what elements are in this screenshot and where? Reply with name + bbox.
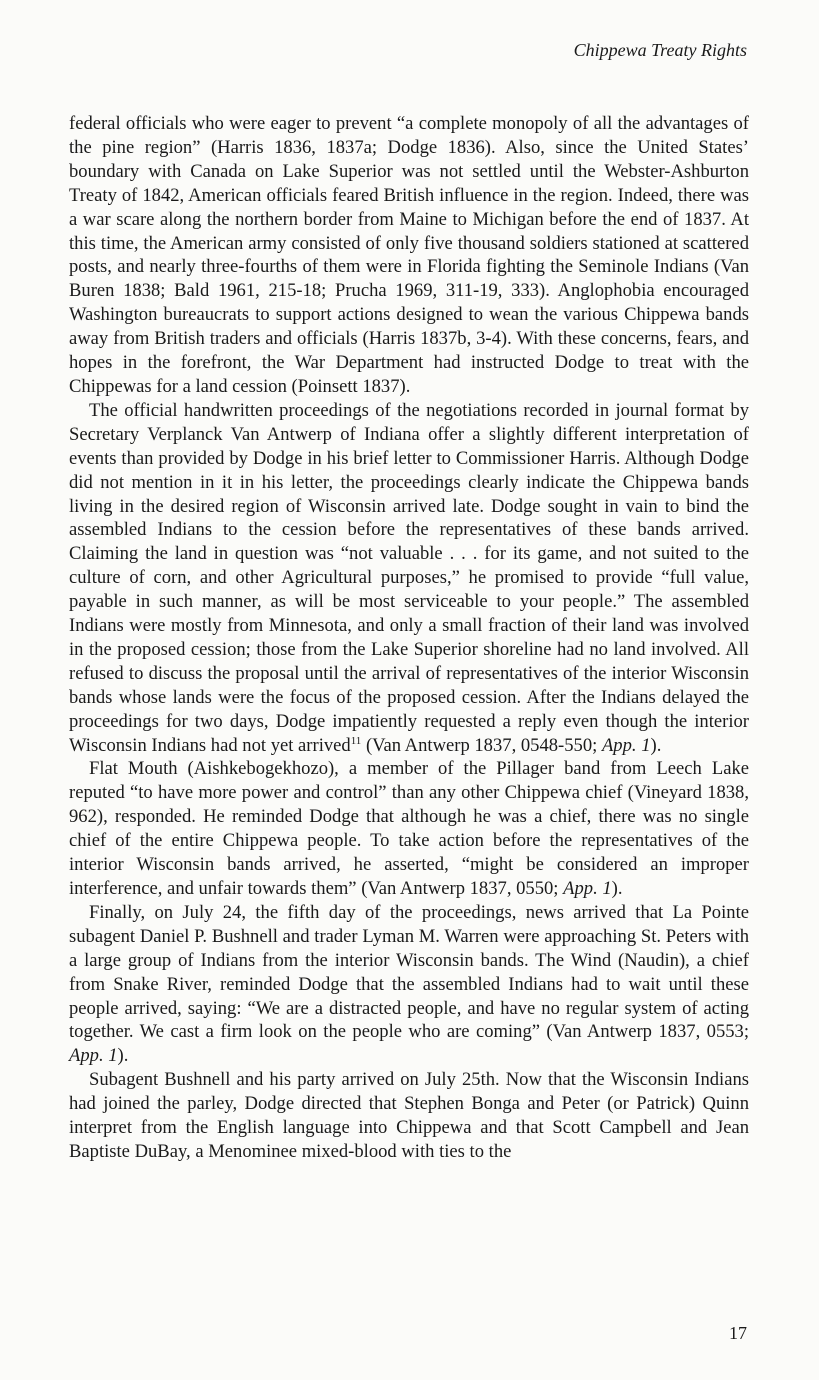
appendix-reference: App. 1	[563, 878, 612, 899]
running-head: Chippewa Treaty Rights	[573, 40, 747, 60]
appendix-reference: App. 1	[601, 734, 651, 756]
body-text	[69, 112, 749, 1164]
paragraph-3: Flat Mouth (Aishkebogekhozo), a member of the Pillager band from Leech Lake reputed “to have more power and control” than any other Chippewa chief (Vineyard 1838, 962), responded. He reminded Dodge that although he was a chief, there was no single chief of the entire Chippewa people. To take action before the representatives of the interior Wisconsin bands arrived, he asserted, “might be considered an improper interference, and unfair towards them” (Van Antwerp 1837, 0550; App. 1).	[69, 758, 749, 899]
footnote-marker: 11	[350, 734, 362, 747]
paragraph-2: The official handwritten proceedings of the negotiations recorded in journal format by Secretary Verplanck Van Antwerp of Indiana offer a slightly different interpretation of events than provided by Dodge in his brief letter to Commissioner Harris. Although Dodge did not mention in it in his letter, the proceedings clearly indicate the Chippewa bands living in the desired region of Wisconsin arrived late. Dodge sought in vain to bind the assembled Indians to the cession before the representatives of these bands arrived. Claiming the land in question was “not valuable . . . for its game, and not suited to the culture of corn, and other Agricultural purposes,” he promised to provide “full value, payable in such manner, as will be most serviceable to your people.” The assembled Indians were mostly from Minnesota, and only a small fraction of their land was involved in the proposed cession; those from the Lake Superior shoreline had no land involved. All refused to discuss the proposal until the arrival of representatives of the interior Wisconsin bands whose lands were the focus of the proposed cession. After the Indians delayed the proceedings for two days, Dodge impatiently requested a reply even though the interior Wisconsin Indians had not yet arrived$^{11}$ (Van Antwerp 1837, 0548-550; App. 1).	[69, 399, 749, 756]
appendix-reference: App. 1	[69, 1045, 118, 1067]
paragraph-5: Subagent Bushnell and his party arrived on July 25th. Now that the Wisconsin Indians had joined the parley, Dodge directed that Stephen Bonga and Peter (or Patrick) Quinn interpret from the English language into Chippewa and that Scott Campbell and Jean Baptiste DuBay, a Menominee mixed-blood with ties to the	[69, 1069, 749, 1162]
page-number: 17	[729, 1323, 747, 1343]
paragraph-1: federal officials who were eager to prevent “a complete monopoly of all the advantages of the pine region” (Harris 1836, 1837a; Dodge 1836). Also, since the United States’ boundary with Canada on Lake Superior was not settled until the Webster-Ashburton Treaty of 1842, American officials feared British influence in the region. Indeed, there was a war scare along the northern border from Maine to Michigan before the end of 1837. At this time, the American army consisted of only five thousand soldiers stationed at scattered posts, and nearly three-fourths of them were in Florida fighting the Seminole Indians (Van Buren 1838; Bald 1961, 215-18; Prucha 1969, 311-19, 333). Anglophobia encouraged Washington bureaucrats to support actions designed to wean the various Chippewa bands away from British traders and officials (Harris 1837b, 3-4). With these concerns, fears, and hopes in the forefront, the War Department had instructed Dodge to treat with the Chippewas for a land cession (Poinsett 1837).	[69, 113, 749, 397]
paragraph-4: Finally, on July 24, the fifth day of the proceedings, news arrived that La Pointe subagent Daniel P. Bushnell and trader Lyman M. Warren were approaching St. Peters with a large group of Indians from the interior Wisconsin bands. The Wind (Naudin), a chief from Snake River, reminded Dodge that the assembled Indians had to wait until these people arrived, saying: “We are a distracted people, and have no regular system of acting together. We cast a firm look on the people who are coming” (Van Antwerp 1837, 0553; App. 1).	[69, 901, 749, 1067]
